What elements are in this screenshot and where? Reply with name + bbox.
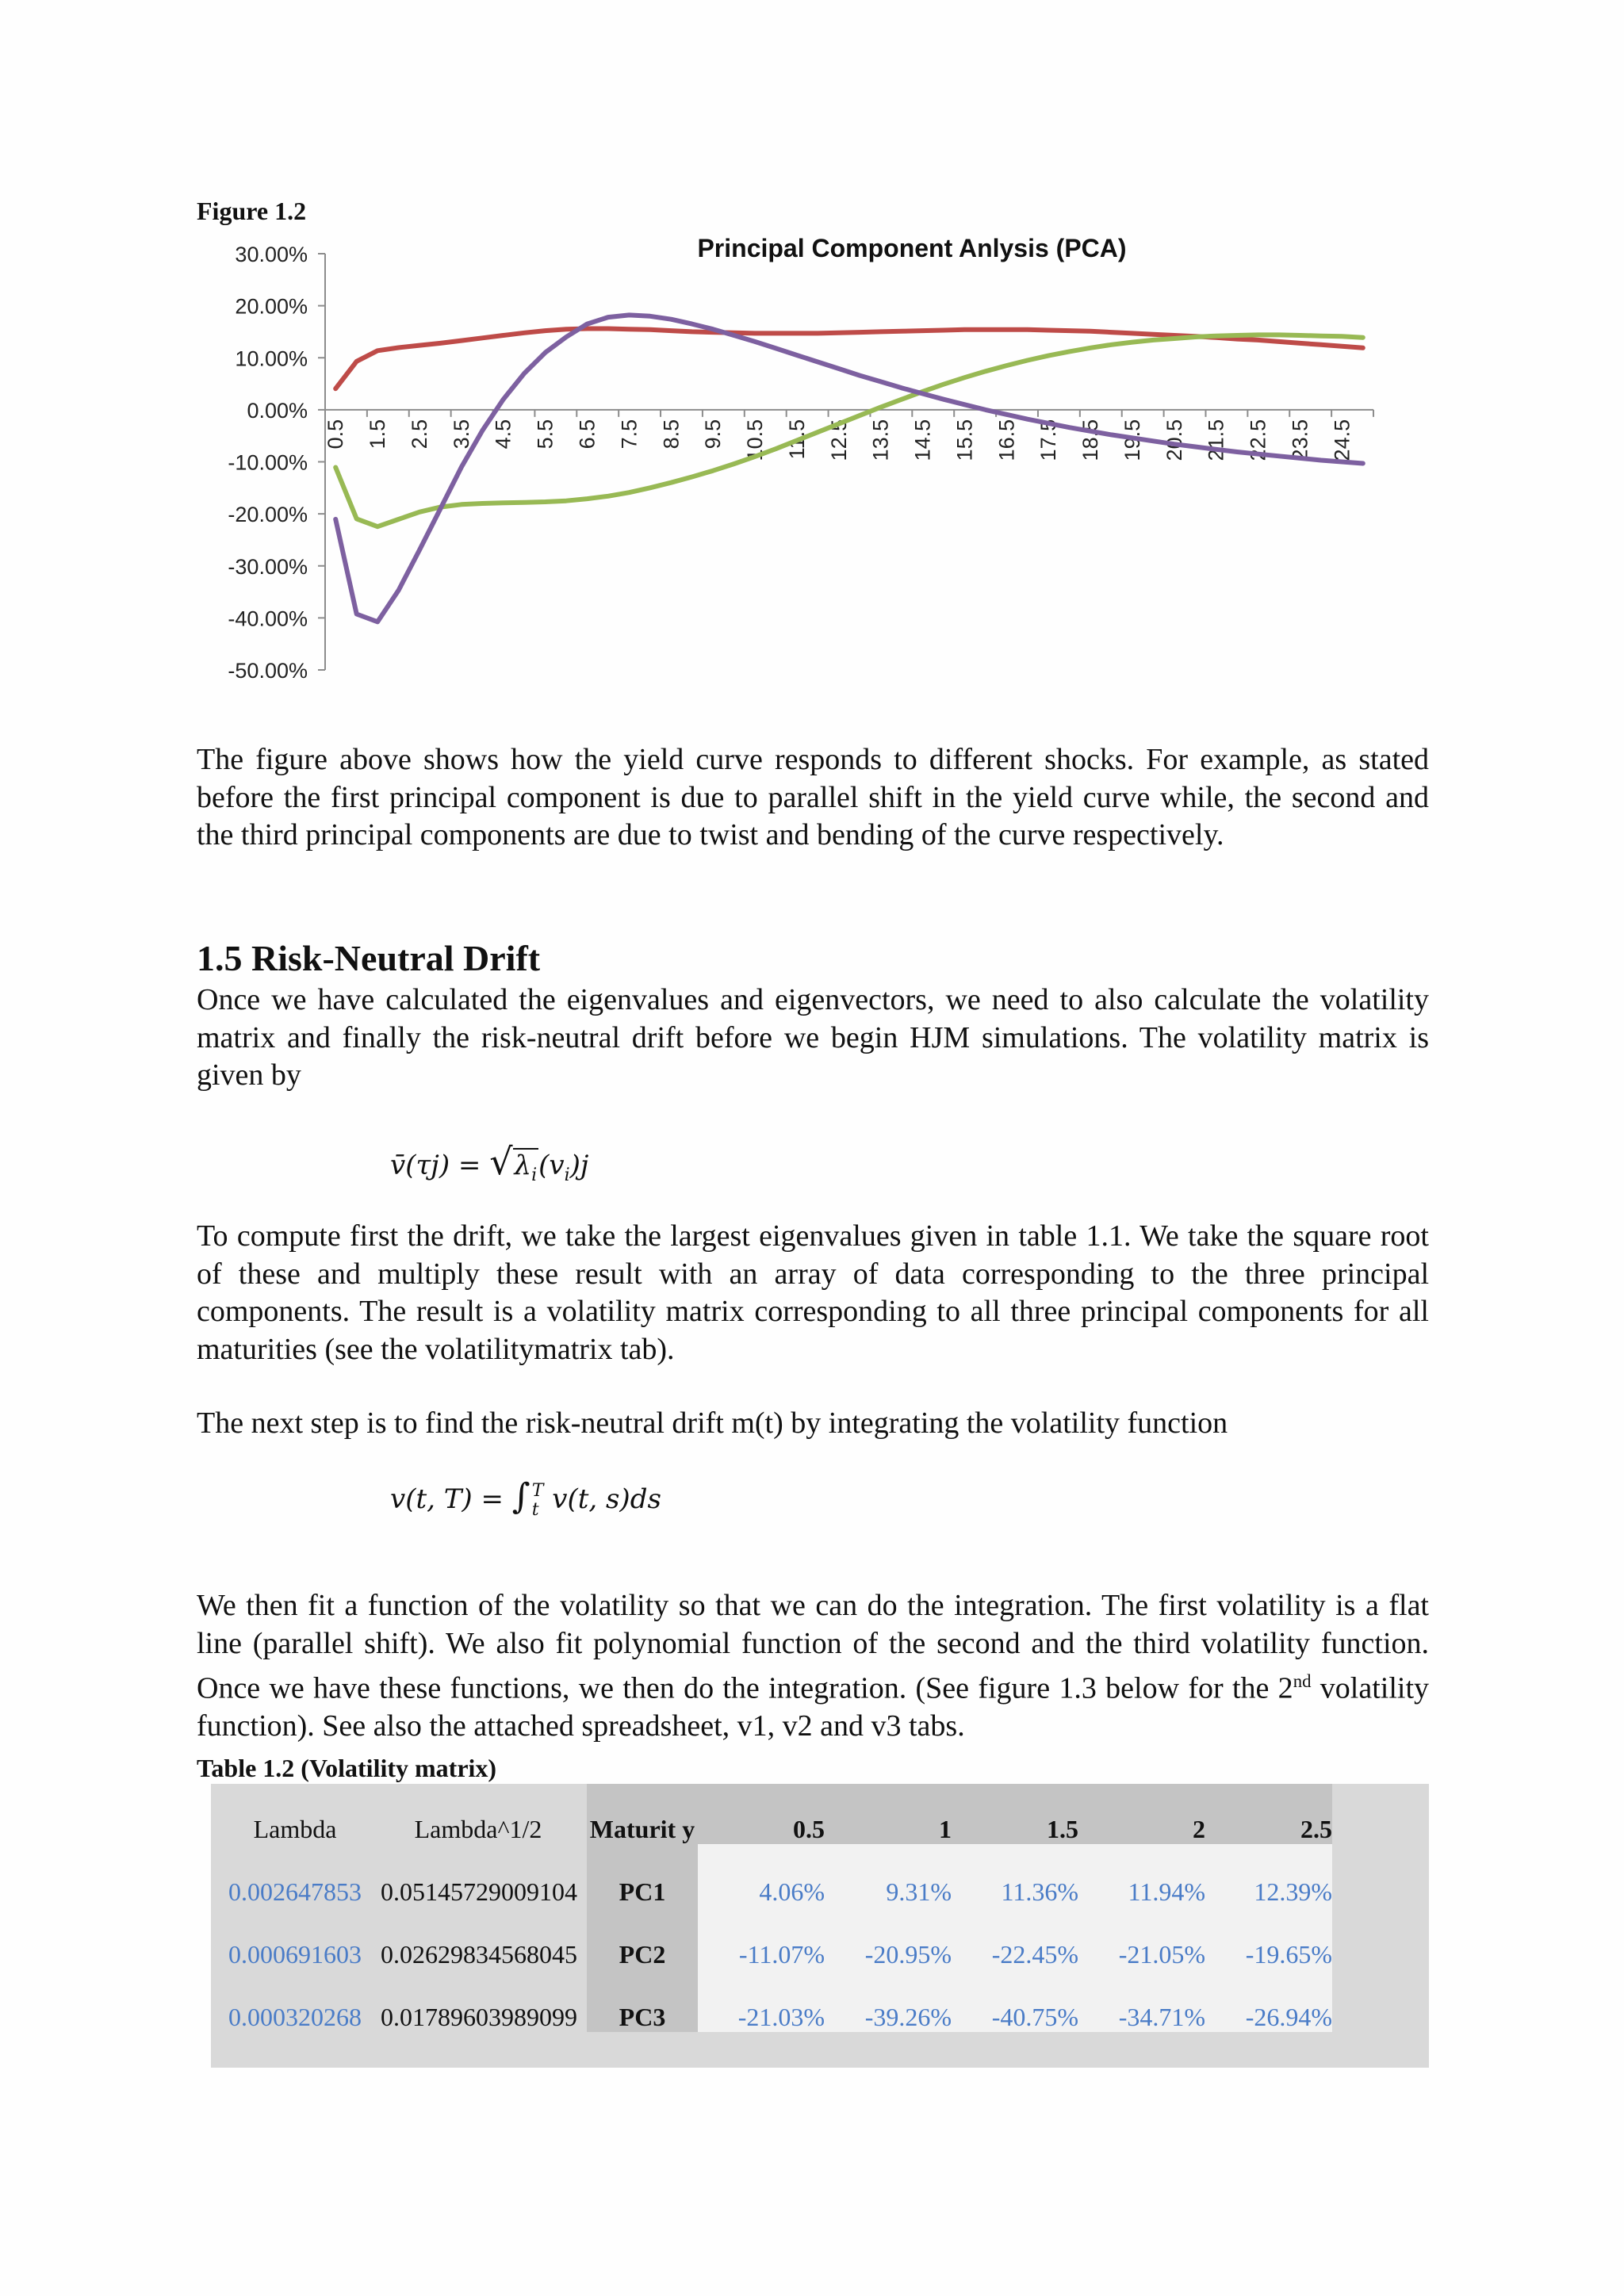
y-tick-label: 30.00% [235, 243, 308, 266]
x-tick-label: 13.5 [868, 419, 893, 461]
x-tick-label: 7.5 [617, 419, 642, 450]
equation-rhs-sub: i [564, 1165, 570, 1185]
equation-lhs: v(t, T) = [390, 1483, 512, 1515]
value-cell: -11.07% [698, 1907, 825, 1969]
pc-label-cell: PC3 [587, 1969, 698, 2032]
header-maturity-value: 1.5 [952, 1784, 1078, 1844]
value-cell: -19.65% [1205, 1907, 1332, 1969]
header-maturity: Maturit y [587, 1784, 698, 1844]
x-tick-label: 22.5 [1246, 419, 1270, 461]
series-line-3 [335, 315, 1363, 622]
x-tick-label: 2.5 [407, 419, 431, 450]
x-tick-label: 6.5 [575, 419, 599, 450]
chart-title: Principal Component Anlysis (PCA) [697, 234, 1127, 262]
value-cell: -39.26% [825, 1969, 952, 2032]
paragraph-next-step: The next step is to find the risk-neutral drift m(t) by integrating the volatility function [197, 1406, 1228, 1440]
x-tick-label: 19.5 [1120, 419, 1144, 461]
pc-label-cell: PC2 [587, 1907, 698, 1969]
value-cell: -34.71% [1078, 1969, 1205, 2032]
sqrt-sign: √ [489, 1140, 513, 1183]
table-row [211, 1969, 1332, 2032]
header-lambda-sqrt: Lambda^1/2 [414, 1815, 542, 1843]
value-cell: -40.75% [952, 1969, 1078, 2032]
x-tick-label: 11.5 [784, 419, 809, 460]
x-tick-label: 23.5 [1288, 419, 1312, 461]
y-tick-label: -10.00% [228, 450, 308, 475]
value-cell: 4.06% [698, 1844, 825, 1907]
series-lines [335, 315, 1363, 622]
equation-integral [390, 1476, 661, 1520]
integral-sign: ∫ [511, 1476, 530, 1517]
x-tick-label: 18.5 [1078, 419, 1103, 461]
volatility-matrix-table [211, 1784, 1429, 2068]
integral-upper: T [531, 1481, 544, 1501]
lambda-sqrt-cell: 0.02629834568045 [381, 1940, 577, 1969]
x-tick-label: 5.5 [533, 419, 557, 450]
x-tick-label: 24.5 [1330, 419, 1354, 461]
lambda-sqrt-cell: 0.01789603989099 [381, 2003, 577, 2031]
lambda-cell: 0.000691603 [228, 1940, 362, 1969]
pca-line-chart [190, 230, 1396, 706]
x-tick-label: 16.5 [994, 419, 1019, 461]
equation-rhs: v(t, s)ds [543, 1483, 661, 1515]
header-maturity-value: 1 [825, 1784, 952, 1844]
value-cell: -22.45% [952, 1907, 1078, 1969]
x-tick-label: 8.5 [659, 419, 684, 450]
value-cell: 11.36% [952, 1844, 1078, 1907]
equation-volatility [390, 1140, 588, 1185]
value-cell: -26.94% [1205, 1969, 1332, 2032]
x-tick-label: 0.5 [324, 419, 348, 450]
y-tick-label: -30.00% [228, 554, 308, 579]
value-cell: -21.05% [1078, 1907, 1205, 1969]
table-caption: Table 1.2 (Volatility matrix) [197, 1754, 497, 1782]
paragraph-fit-function: We then fit a function of the volatility so that we can do the integration. The first volatility is a flat line (parallel shift). We also fit polynomial function of the second and the third volatility function. Once we have these functions, we then do the integration. (See figure 1.3 below for the 2nd volatility function). See also the attached spreadsheet, v1, v2 and v3 tabs. [197, 1589, 1429, 1743]
y-tick-label: -50.00% [228, 659, 308, 683]
lambda-sqrt-cell: 0.05145729009104 [381, 1877, 577, 1906]
equation-lhs: v̄(τj) = [390, 1150, 490, 1181]
header-lambda: Lambda [253, 1815, 337, 1843]
paragraph-compute-drift: To compute first the drift, we take the largest eigenvalues given in table 1.1. We take the square root of these and multiply these result with an array of data corresponding to the three principal components. The result is a volatility matrix corresponding to all three principal components for all maturities (see the volatilitymatrix tab). [197, 1219, 1429, 1366]
lambda-cell: 0.000320268 [228, 2003, 362, 2031]
x-tick-label: 3.5 [449, 419, 473, 450]
lambda-cell: 0.002647853 [228, 1877, 362, 1906]
table-header-row [211, 1784, 1332, 1844]
equation-rhs: (v [538, 1150, 565, 1181]
value-cell: -21.03% [698, 1969, 825, 2032]
y-axis [228, 243, 325, 683]
section-heading: 1.5 Risk-Neutral Drift [197, 938, 541, 978]
x-tick-label: 20.5 [1162, 419, 1186, 461]
x-tick-label: 12.5 [826, 419, 851, 461]
x-tick-label: 15.5 [952, 419, 977, 461]
x-tick-label: 1.5 [366, 419, 390, 450]
x-tick-label: 9.5 [701, 419, 726, 450]
figure-caption: Figure 1.2 [197, 197, 307, 225]
x-tick-label: 4.5 [491, 419, 515, 450]
x-tick-label: 14.5 [910, 419, 935, 461]
x-tick-label: 21.5 [1204, 419, 1228, 461]
pc-label-cell: PC1 [587, 1844, 698, 1907]
y-tick-label: 0.00% [247, 398, 308, 423]
value-cell: 12.39% [1205, 1844, 1332, 1907]
y-tick-label: -20.00% [228, 503, 308, 527]
paragraph-yield-curve-shocks: The figure above shows how the yield curve responds to different shocks. For example, as stated before the first principal component is due to parallel shift in the yield curve while, the second and the third principal components are due to twist and bending of the curve respectively. [197, 743, 1429, 851]
x-tick-label: 17.5 [1036, 419, 1061, 461]
equation-radicand: $\lambda_i$ [514, 1150, 538, 1185]
paragraph-volatility-matrix-intro: Once we have calculated the eigenvalues and eigenvectors, we need to also calculate the volatility matrix and finally the risk-neutral drift before we begin HJM simulations. The volatility matrix is given by [197, 983, 1429, 1092]
equation-tail: )j [569, 1150, 589, 1181]
header-maturity-value: 0.5 [698, 1784, 825, 1844]
y-tick-label: -40.00% [228, 607, 308, 631]
value-cell: -20.95% [825, 1907, 952, 1969]
value-cell: 11.94% [1078, 1844, 1205, 1907]
x-tick-label: 10.5 [743, 419, 768, 461]
value-cell: 9.31% [825, 1844, 952, 1907]
integral-lower: t [531, 1500, 539, 1520]
header-maturity-value: 2 [1078, 1784, 1205, 1844]
table-row [211, 1907, 1332, 1969]
y-tick-label: 10.00% [235, 346, 308, 371]
y-tick-label: 20.00% [235, 294, 308, 319]
header-maturity-value: 2.5 [1205, 1784, 1332, 1844]
table-row [211, 1844, 1332, 1907]
